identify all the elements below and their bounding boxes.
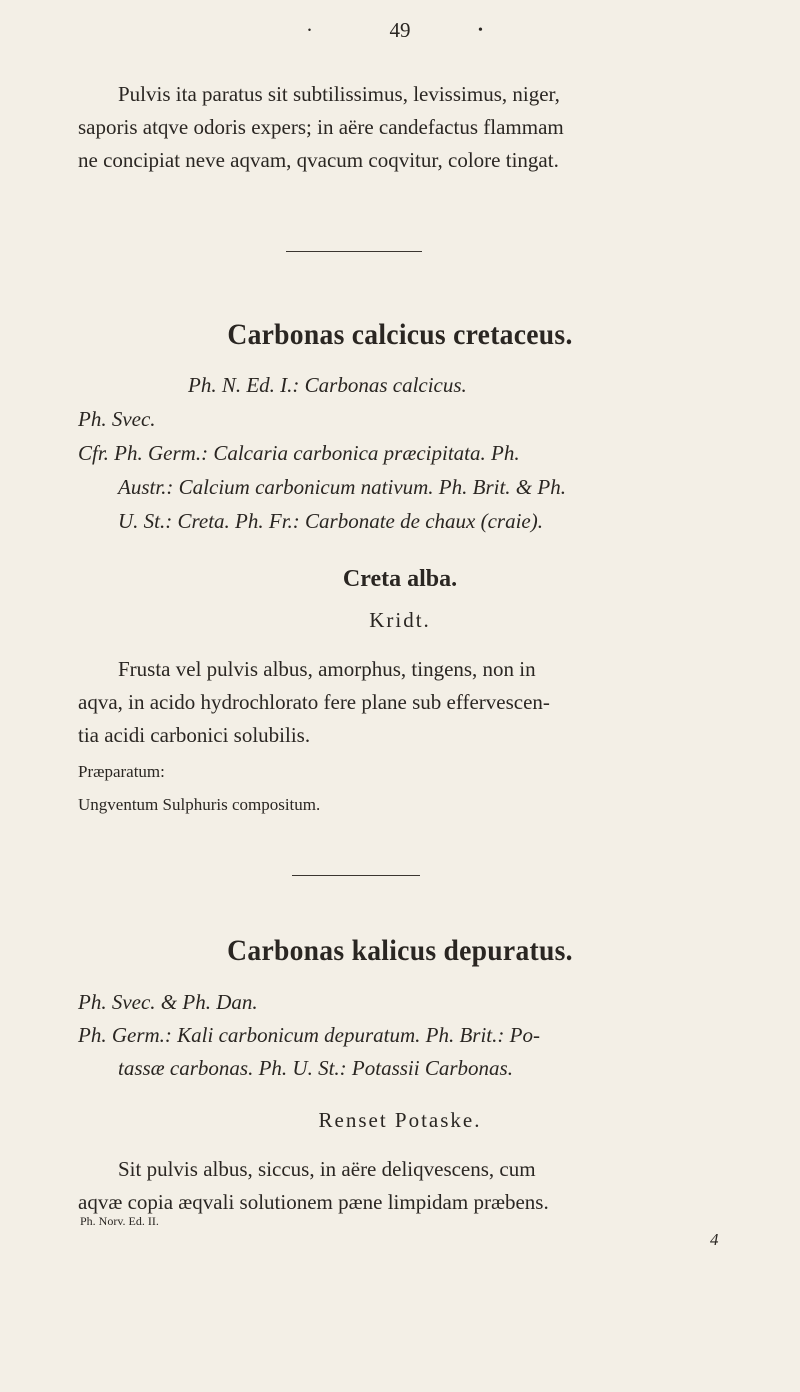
- synonym-line: Austr.: Calcium carbonicum nativum. Ph. Brit. & Ph.: [118, 475, 566, 499]
- description-line: Frusta vel pulvis albus, amorphus, tingens, non in: [118, 657, 536, 681]
- sheet-mark: 4: [710, 1230, 719, 1249]
- description-line: aqva, in acido hydrochlorato fere plane sub effervescen-: [78, 690, 550, 714]
- section-divider: [286, 251, 422, 252]
- intro-line: Pulvis ita paratus sit subtilissimus, levissimus, niger,: [118, 82, 560, 106]
- vernacular-name: Renset Potaske.: [318, 1108, 482, 1132]
- page-dot-left: ·: [306, 18, 313, 42]
- preparation-label: Præparatum:: [78, 762, 165, 781]
- synonym-line: Ph. Germ.: Kali carbonicum depuratum. Ph. Brit.: Po-: [78, 1023, 540, 1047]
- synonym-line: Ph. Svec. & Ph. Dan.: [78, 990, 258, 1014]
- page-number: 49: [389, 18, 411, 42]
- section-divider: [292, 875, 420, 876]
- synonym-line: tassæ carbonas. Ph. U. St.: Potassii Carbonas.: [118, 1056, 513, 1080]
- page-dot-right: •: [478, 23, 483, 38]
- section-title: Carbonas calcicus cretaceus.: [227, 318, 573, 351]
- synonym-line: Ph. N. Ed. I.: Carbonas calcicus.: [188, 373, 467, 397]
- vernacular-name: Kridt.: [369, 608, 431, 632]
- intro-line: saporis atqve odoris expers; in aëre candefactus flammam: [78, 115, 564, 139]
- synonym-line: Cfr. Ph. Germ.: Calcaria carbonica præcipitata. Ph.: [78, 441, 520, 465]
- description-line: Sit pulvis albus, siccus, in aëre deliqvescens, cum: [118, 1157, 536, 1181]
- intro-line: ne concipiat neve aqvam, qvacum coqvitur, colore tingat.: [78, 148, 559, 172]
- section-title: Carbonas kalicus depuratus.: [227, 934, 573, 967]
- preparation-item: Ungventum Sulphuris compositum.: [78, 795, 321, 814]
- section-subtitle: Creta alba.: [342, 566, 458, 592]
- synonym-line: Ph. Svec.: [78, 407, 156, 431]
- description-line: aqvæ copia æqvali solutionem pæne limpidam præbens.: [78, 1190, 549, 1214]
- printer-signature: Ph. Norv. Ed. II.: [80, 1214, 159, 1228]
- synonym-line: U. St.: Creta. Ph. Fr.: Carbonate de chaux (craie).: [118, 509, 543, 533]
- description-line: tia acidi carbonici solubilis.: [78, 723, 311, 747]
